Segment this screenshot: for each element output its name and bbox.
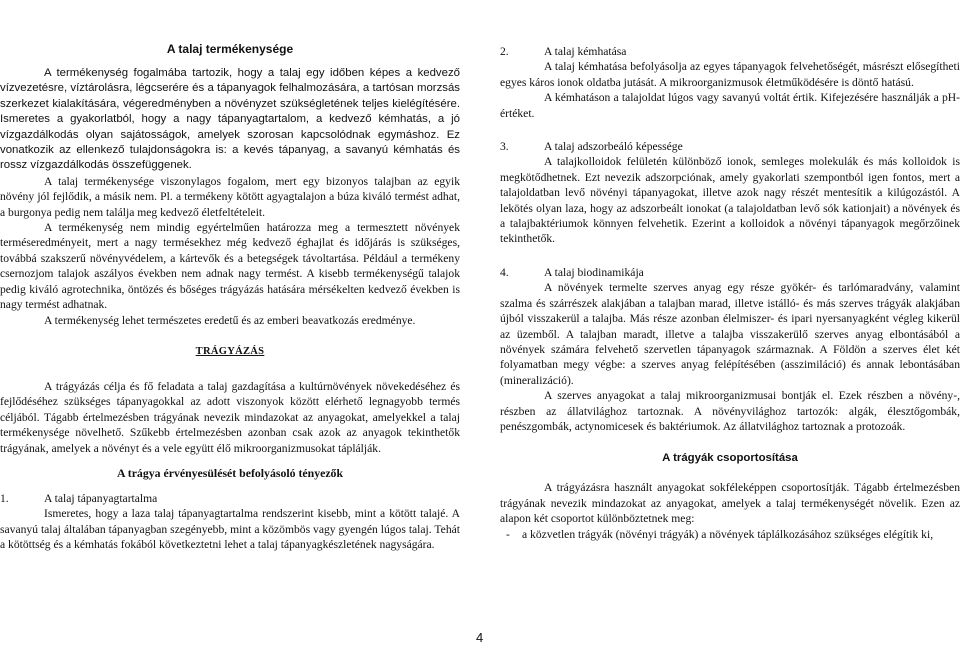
paragraph-organic-matter: A növények termelte szerves anyag egy része gyökér- és tarlómaradvány, valamint szalma és szárrészek alakjában a talajban marad, illetve istálló- és más szerves trágyák alakjában újból visszakerül a talajba. Más része azonban élelmiszer- és ipari nyersanyagként végleg kikerül az üzemből. A talajban maradt, illetve a talajba visszakerülő szerves anyag elbontásából a növények számára felvehető szervetlen tápanyagok származnak. A Földön a szerves élet két folyamatban megy végbe: a szerves anyag felépítésében (asszimiláció) és annak lebontásában (mineralizáció). <box>500 281 960 387</box>
list-item-title: A talaj biodinamikája <box>544 265 644 279</box>
list-number: 3. <box>500 140 509 154</box>
list-item-nutrient-content <box>0 491 460 506</box>
dash-bullet: - <box>506 527 510 541</box>
paragraph-fertility-relative: A talaj termékenysége viszonylagos fogalom, mert egy bizonyos talajban az egyik növény jól fejlődik, a másik nem. Pl. a termékeny kötött agyagtalajon a búza kiváló termést adhat, a burgonya pedig nem találja meg kedvező életfeltételeit. <box>0 174 460 219</box>
list-item-title: A talaj tápanyagtartalma <box>44 491 158 505</box>
paragraph-ph-definition: A kémhatáson a talajoldat lúgos vagy savanyú voltát értik. Kifejezésére használják a pH-értéket. <box>500 91 960 120</box>
paragraph-fertilizer-grouping: A trágyázásra használt anyagokat sokféleképpen csoportosítják. Tágabb értelmezésben trágyának nevezik mindazokat az anyagokat, amelyek a talaj termékenységét növelik. Ezen az alapon két csoportot különböztetnek meg: <box>500 481 960 526</box>
paragraph-fertility-definition: A termékenység fogalmába tartozik, hogy a talaj egy időben képes a kedvező vízvezetésre, víztárolásra, légcserére és a tápanyagok felhalmozására, a tartósan morzsás szerkezet kialakítására, végeredményben a növényzet szükségletének teljes kielégítésére. Ismeretes a gyakorlatból, hogy a nagy tápanyagtartalom, a kedvező kémhatás, a jó vízgazdálkodás olyan sajátosságok, amelyek szorosan kapcsolódnak egymáshoz. Ez vonatkozik az ellenkező tulajdonságokra is: a kevés tápanyag, a savanyú kémhatás és rossz vízgazdálkodás összefüggenek. <box>0 67 460 172</box>
paragraph-fertility-origin: A termékenység lehet természetes eredetű és az emberi beavatkozás eredménye. <box>44 313 416 327</box>
paragraph-adsorption: A talajkolloidok felületén különböző ionok, semleges molekulák és más kolloidok is megkötődhetnek. Ezt nevezik adszorpciónak, amely gyakorlati szempontból igen fontos, mert a talajoldatban levő növényi tápanyagokat, illetve azok nagy részét mentesítik a kilúgozástól. A lekötés olyan laza, hogy az adszorbeált ionokat (a talajoldatban levő sók kationjait) a növények és a talajbaktériumok könnyen felvehetik. Ezerint a kolloidok a növényi tápanyagok megőrzőinek tekinthetők. <box>500 155 960 246</box>
bullet-text: a közvetlen trágyák (növényi trágyák) a növények táplálkozásához szükséges elégítik ki, <box>522 527 934 541</box>
section-title-fertilizer-groups: A trágyák csoportosítása <box>662 452 798 465</box>
list-item-title: A talaj kémhatása <box>544 45 627 58</box>
paragraph-ph-effect: A talaj kémhatása befolyásolja az egyes tápanyagok felvehetőségét, másrészt elősegítheti egyes káros ionok oldatba jutását. A mikroorganizmusok életműködésére is döntő hatású. <box>500 60 960 89</box>
list-item-adsorption <box>500 139 960 154</box>
section-title-soil-fertility: A talaj termékenysége <box>166 42 294 56</box>
list-number: 4. <box>500 265 509 279</box>
paragraph-microorganisms: A szerves anyagokat a talaj mikroorganizmusai bontják el. Ezek részben a növény-, részben az állatvilághoz tartoznak. A növényvilághoz tartozók: algák, élesztőgombák, penészgombák, actynomicesek és baktériumok. Az állatvilághoz tartoznak a protozoák. <box>500 389 960 433</box>
paragraph-fertilization-goal: A trágyázás célja és fő feladata a talaj gazdagítása a kultúrnövények növekedéséhez és fejlődéséhez szükséges tápanyagokkal az adott viszonyok között elérhető legnagyobb termés céljából. Tágabb értelmezésben trágyának nevezik mindazokat az anyagokat, amelyekkel a talaj termékenysége növelhető. Szűkebb értelmezésben azonban csak azok az anyagok tekinthetők trágyának, amelyek a növényt és a vele együtt élő mikroorganizmusokat táplálják. <box>0 379 460 455</box>
section-title-fertilization: TRÁGYÁZÁS <box>195 345 265 357</box>
list-item-soil-ph <box>500 44 960 59</box>
paragraph-fertility-yield: A termékenység nem mindig egyértelműen határozza meg a termesztett növények terméseredményeit, mert a nagy termésekhez még kedvező éghajlat és időjárás is szükséges, továbbá szakszerű növényvédelem, a kártevők és a betegségek távoltartása. Például a termékeny csernozjom talajok aszályos években nem adnak nagy termést. A kisebb termékenységű talajok pedig kiváló agrotechnika, öntözés és bőséges trágyázás hatására mérsékelten kedvező években is nagy termést adhatnak. <box>0 221 460 312</box>
section-title-factors: A trágya érvényesülését befolyásoló tényezők <box>116 465 344 480</box>
list-item-direct-fertilizers <box>500 527 960 542</box>
list-number: 1. <box>0 491 9 505</box>
right-column <box>500 44 960 542</box>
list-item-biodynamics <box>500 265 960 280</box>
page-number: 4 <box>476 630 484 645</box>
list-item-title: A talaj adszorbeáló képessége <box>544 140 683 154</box>
list-number: 2. <box>500 45 509 58</box>
paragraph-nutrient-content: Ismeretes, hogy a laza talaj tápanyagtartalma rendszerint kisebb, mint a kötött talajé. A savanyú talaj általában tápanyagban szegényebb, mint a közömbös vagy gyengén lúgos talaj. Tehát a kötöttség és a kémhatás fokából következtetni lehet a talaj tápanyagkészletének nagyságára. <box>0 507 460 552</box>
left-column <box>0 42 460 553</box>
